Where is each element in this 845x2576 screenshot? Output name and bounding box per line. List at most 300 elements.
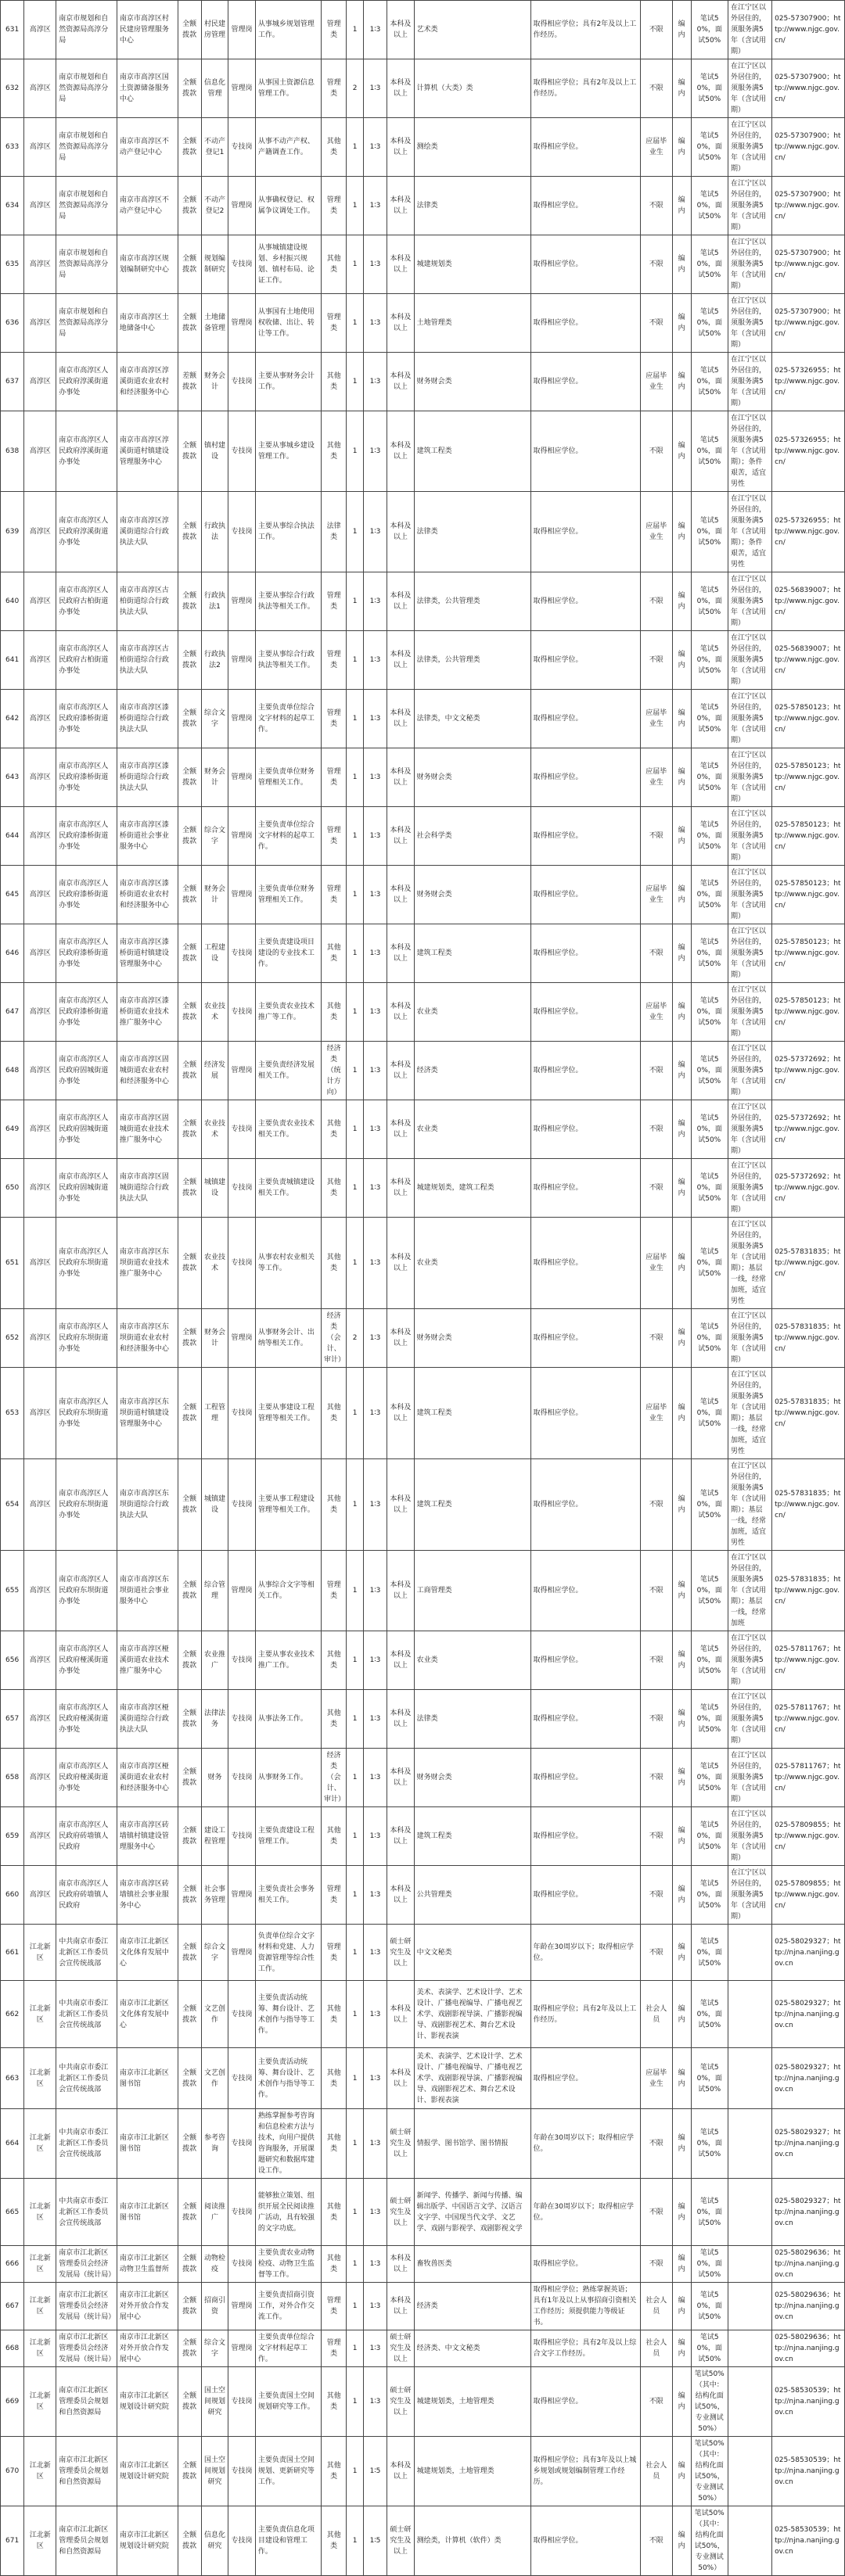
duty-cell: 主要负责农业技术推广等工作。 — [255, 983, 321, 1042]
position-name-cell: 不动产登记1 — [201, 118, 228, 177]
education-cell: 硕士研究生及以上 — [387, 1925, 415, 1981]
major-cell: 城建规划类，建筑工程类 — [414, 1159, 530, 1218]
category-cell: 其他类 — [321, 1159, 346, 1218]
contact-cell: 025-57811767；http://www.njgc.gov.cn/ — [772, 1631, 845, 1690]
table-row — [1, 1749, 845, 1807]
district-cell: 江北新区 — [24, 2246, 56, 2283]
unit-type-cell: 全额拨款 — [178, 2330, 201, 2367]
table-row — [1, 492, 845, 572]
major-cell: 社会科学类 — [414, 807, 530, 866]
duty-cell: 主要负责国土空间规划研究等工作。 — [255, 2367, 321, 2437]
row-number: 638 — [1, 411, 24, 492]
duty-cell: 主要负责单位综合文字材料起草工作。 — [255, 2330, 321, 2367]
row-number: 645 — [1, 866, 24, 924]
position-name-cell: 综合文字 — [201, 807, 228, 866]
quantity-cell: 1 — [347, 807, 364, 866]
table-row — [1, 1042, 845, 1100]
position-type-cell: 管理岗 — [228, 59, 256, 118]
unit-type-cell: 全额拨款 — [178, 1866, 201, 1925]
major-cell: 畜牧兽医类 — [414, 2246, 530, 2283]
notes-cell: 在江宁区以外居住的，须服务满5年（含试用期） — [728, 1807, 771, 1866]
row-number: 647 — [1, 983, 24, 1042]
position-name-cell: 建设工程管理 — [201, 1807, 228, 1866]
education-cell: 本科及以上 — [387, 748, 415, 807]
exam-method-cell: 笔试50%，面试50% — [691, 1, 728, 59]
unit-type-cell: 全额拨款 — [178, 2109, 201, 2179]
staffing-cell: 编内 — [672, 631, 691, 690]
unit-cell: 南京市江北新区对外开放合作发展中心 — [117, 2330, 178, 2367]
exam-method-cell: 笔试50%，面试50% — [691, 2179, 728, 2246]
education-cell: 硕士研究生及以上 — [387, 2330, 415, 2367]
district-cell: 高淳区 — [24, 1866, 56, 1925]
table-row — [1, 235, 845, 294]
candidate-source-cell: 应届毕业生 — [640, 1218, 672, 1309]
district-cell: 高淳区 — [24, 1042, 56, 1100]
quantity-cell: 1 — [347, 2179, 364, 2246]
ratio-cell: 1∶3 — [363, 1807, 387, 1866]
staffing-cell: 编内 — [672, 1309, 691, 1368]
unit-cell: 南京市江北新区图书馆 — [117, 2048, 178, 2109]
category-cell: 管理类 — [321, 1925, 346, 1981]
notes-cell: 在江宁区以外居住的，须服务满5年（含试用期） — [728, 1159, 771, 1218]
education-cell: 本科及以上 — [387, 1749, 415, 1807]
district-cell: 高淳区 — [24, 1459, 56, 1551]
quantity-cell: 1 — [347, 690, 364, 748]
other-requirements-cell: 取得相应学位。 — [530, 492, 640, 572]
exam-method-cell: 笔试50%，面试50% — [691, 2283, 728, 2330]
ratio-cell: 1∶3 — [363, 983, 387, 1042]
exam-method-cell: 笔试50%，面试50% — [691, 411, 728, 492]
contact-cell: 025-57307900；http://www.njgc.gov.cn/ — [772, 177, 845, 235]
staffing-cell: 编内 — [672, 2506, 691, 2576]
candidate-source-cell: 应届毕业生 — [640, 866, 672, 924]
row-number: 670 — [1, 2437, 24, 2506]
major-cell: 城建规划类，土地管理类 — [414, 2367, 530, 2437]
unit-cell: 南京市江北新区文化体育发展中心 — [117, 1925, 178, 1981]
ratio-cell: 1∶3 — [363, 411, 387, 492]
unit-cell: 南京市高淳区国土资源储备服务中心 — [117, 59, 178, 118]
position-type-cell: 专技岗 — [228, 492, 256, 572]
other-requirements-cell: 取得相应学位。 — [530, 1459, 640, 1551]
department-cell: 南京市规划和自然资源局高淳分局 — [56, 177, 117, 235]
contact-cell: 025-57307900；http://www.njgc.gov.cn/ — [772, 59, 845, 118]
education-cell: 本科及以上 — [387, 235, 415, 294]
contact-cell: 025-58029327；http://njna.nanjing.gov.cn — [772, 2109, 845, 2179]
quantity-cell: 1 — [347, 2246, 364, 2283]
unit-type-cell: 全额拨款 — [178, 807, 201, 866]
unit-type-cell: 全额拨款 — [178, 2437, 201, 2506]
department-cell: 中共南京市委江北新区工作委员会宣传统战部 — [56, 2048, 117, 2109]
department-cell: 中共南京市委江北新区工作委员会宣传统战部 — [56, 1981, 117, 2048]
position-name-cell: 农业技术 — [201, 1218, 228, 1309]
candidate-source-cell: 不限 — [640, 924, 672, 983]
major-cell: 法律类，中文文秘类 — [414, 690, 530, 748]
staffing-cell: 编内 — [672, 807, 691, 866]
position-type-cell: 管理岗 — [228, 1866, 256, 1925]
department-cell: 南京市规划和自然资源局高淳分局 — [56, 1, 117, 59]
exam-method-cell: 笔试50%，面试50% — [691, 924, 728, 983]
district-cell: 高淳区 — [24, 1218, 56, 1309]
position-type-cell: 管理岗 — [228, 2330, 256, 2367]
contact-cell: 025-58029636；http://njna.nanjing.gov.cn — [772, 2246, 845, 2283]
unit-type-cell: 全额拨款 — [178, 1690, 201, 1749]
category-cell: 其他类 — [321, 1100, 346, 1159]
table-row — [1, 2283, 845, 2330]
education-cell: 本科及以上 — [387, 2048, 415, 2109]
duty-cell: 主要从事建设工程管理等相关工作。 — [255, 1368, 321, 1459]
unit-cell: 南京市高淳区漆桥街道农业技术推广服务中心 — [117, 983, 178, 1042]
staffing-cell: 编内 — [672, 1749, 691, 1807]
candidate-source-cell: 社会人员 — [640, 1981, 672, 2048]
exam-method-cell: 笔试50%，面试50% — [691, 983, 728, 1042]
district-cell: 江北新区 — [24, 2437, 56, 2506]
major-cell: 经济类、中文文秘类 — [414, 2330, 530, 2367]
district-cell: 高淳区 — [24, 1159, 56, 1218]
position-type-cell: 管理岗 — [228, 1, 256, 59]
other-requirements-cell: 取得相应学位。 — [530, 353, 640, 411]
position-name-cell: 财务会计 — [201, 748, 228, 807]
contact-cell: 025-58029327；http://njna.nanjing.gov.cn — [772, 1925, 845, 1981]
table-row — [1, 690, 845, 748]
major-cell: 建筑工程类 — [414, 1368, 530, 1459]
table-row — [1, 1, 845, 59]
position-name-cell: 行政执法2 — [201, 631, 228, 690]
district-cell: 高淳区 — [24, 59, 56, 118]
other-requirements-cell: 年龄在30周岁以下；取得相应学位。 — [530, 2179, 640, 2246]
staffing-cell: 编内 — [672, 924, 691, 983]
unit-cell: 南京市高淳区固城街道综合行政执法大队 — [117, 1159, 178, 1218]
major-cell: 农业类 — [414, 1100, 530, 1159]
category-cell: 管理类 — [321, 631, 346, 690]
contact-cell: 025-57809855；http://www.njgc.gov.cn/ — [772, 1866, 845, 1925]
contact-cell: 025-58029327；http://njna.nanjing.gov.cn — [772, 2179, 845, 2246]
quantity-cell: 1 — [347, 1925, 364, 1981]
unit-type-cell: 全额拨款 — [178, 1925, 201, 1981]
ratio-cell: 1∶3 — [363, 1042, 387, 1100]
ratio-cell: 1∶3 — [363, 1309, 387, 1368]
department-cell: 南京市高淳区人民政府桠溪街道办事处 — [56, 1690, 117, 1749]
major-cell: 工商管理类 — [414, 1551, 530, 1631]
staffing-cell: 编内 — [672, 1042, 691, 1100]
duty-cell: 从事确权登记、权属争议调处工作。 — [255, 177, 321, 235]
other-requirements-cell: 取得相应学位。 — [530, 690, 640, 748]
duty-cell: 主要负责建设项目建设的专业技术工作。 — [255, 924, 321, 983]
unit-type-cell: 全额拨款 — [178, 1459, 201, 1551]
row-number: 641 — [1, 631, 24, 690]
position-type-cell: 管理岗 — [228, 866, 256, 924]
quantity-cell: 1 — [347, 1100, 364, 1159]
district-cell: 高淳区 — [24, 924, 56, 983]
unit-cell: 南京市高淳区东坝街道村镇建设管理服务中心 — [117, 1368, 178, 1459]
quantity-cell: 1 — [347, 1368, 364, 1459]
other-requirements-cell: 取得相应学位。 — [530, 1551, 640, 1631]
major-cell: 测绘类，计算机（软件）类 — [414, 2506, 530, 2576]
row-number: 659 — [1, 1807, 24, 1866]
table-row — [1, 1690, 845, 1749]
category-cell: 经济类（统计方向） — [321, 1042, 346, 1100]
position-type-cell: 管理岗 — [228, 748, 256, 807]
notes-cell: 在江宁区以外居住的，须服务满5年（含试用期） — [728, 572, 771, 631]
quantity-cell: 1 — [347, 572, 364, 631]
district-cell: 高淳区 — [24, 1309, 56, 1368]
district-cell: 高淳区 — [24, 1, 56, 59]
notes-cell: 在江宁区以外居住的，须服务满5年（含试用期）；基层一线，经常加班，适宜男性 — [728, 1218, 771, 1309]
notes-cell: 在江宁区以外居住的，须服务满5年（含试用期） — [728, 177, 771, 235]
quantity-cell: 1 — [347, 2330, 364, 2367]
position-name-cell: 村民建房管理 — [201, 1, 228, 59]
staffing-cell: 编内 — [672, 572, 691, 631]
other-requirements-cell: 取得相应学位。 — [530, 1218, 640, 1309]
duty-cell: 主要负责信息化项目建设和管理工作。 — [255, 2506, 321, 2576]
position-name-cell: 城镇建设 — [201, 1459, 228, 1551]
category-cell: 管理类 — [321, 1866, 346, 1925]
other-requirements-cell: 取得相应学位。 — [530, 177, 640, 235]
unit-type-cell: 全额拨款 — [178, 866, 201, 924]
district-cell: 江北新区 — [24, 1981, 56, 2048]
candidate-source-cell: 不限 — [640, 2246, 672, 2283]
quantity-cell: 1 — [347, 1866, 364, 1925]
unit-type-cell: 全额拨款 — [178, 177, 201, 235]
candidate-source-cell: 应届毕业生 — [640, 492, 672, 572]
department-cell: 南京市江北新区管理委员会经济发展局（统计局） — [56, 2283, 117, 2330]
ratio-cell: 1∶3 — [363, 294, 387, 353]
table-row — [1, 2109, 845, 2179]
duty-cell: 主要负责社会事务相关工作。 — [255, 1866, 321, 1925]
position-type-cell: 专技岗 — [228, 2506, 256, 2576]
duty-cell: 从事国土资源信息管理工作。 — [255, 59, 321, 118]
staffing-cell: 编内 — [672, 2179, 691, 2246]
department-cell: 南京市江北新区管理委员会规划和自然资源局 — [56, 2506, 117, 2576]
quantity-cell: 1 — [347, 294, 364, 353]
unit-cell: 南京市高淳区漆桥街道村镇建设管理服务中心 — [117, 924, 178, 983]
contact-cell: 025-56839007；http://www.njgc.gov.cn/ — [772, 572, 845, 631]
position-type-cell: 管理岗 — [228, 690, 256, 748]
contact-cell: 025-57850123；http://www.njgc.gov.cn/ — [772, 866, 845, 924]
table-row — [1, 2367, 845, 2437]
unit-cell: 南京市高淳区土地储备中心 — [117, 294, 178, 353]
quantity-cell: 1 — [347, 1690, 364, 1749]
position-type-cell: 专技岗 — [228, 924, 256, 983]
unit-type-cell: 全额拨款 — [178, 690, 201, 748]
ratio-cell: 1∶3 — [363, 2283, 387, 2330]
table-row — [1, 2048, 845, 2109]
unit-cell: 南京市高淳区东坝街道社会事业服务中心 — [117, 1551, 178, 1631]
unit-cell: 南京市高淳区不动产登记中心 — [117, 177, 178, 235]
candidate-source-cell: 不限 — [640, 1309, 672, 1368]
department-cell: 南京市高淳区人民政府古柏街道办事处 — [56, 572, 117, 631]
department-cell: 南京市高淳区人民政府淳溪街道办事处 — [56, 411, 117, 492]
category-cell: 管理类 — [321, 2330, 346, 2367]
exam-method-cell: 笔试50%，面试50% — [691, 294, 728, 353]
unit-cell: 南京市江北新区文化体育发展中心 — [117, 1981, 178, 2048]
unit-cell: 南京市高淳区不动产登记中心 — [117, 118, 178, 177]
major-cell: 法律类 — [414, 1690, 530, 1749]
other-requirements-cell: 取得相应学位。 — [530, 235, 640, 294]
unit-cell: 南京市高淳区古柏街道综合行政执法大队 — [117, 631, 178, 690]
ratio-cell: 1∶3 — [363, 866, 387, 924]
major-cell: 美术、表演学、艺术设计学、艺术设计、广播电视编导、广播电视艺术学、戏剧影视导演、广播影视编导、戏剧影视艺术、舞台艺术设计、影视表演 — [414, 2048, 530, 2109]
contact-cell: 025-58029636；http://njna.nanjing.gov.cn — [772, 2330, 845, 2367]
quantity-cell: 1 — [347, 235, 364, 294]
position-name-cell: 国土空间规划研究 — [201, 2437, 228, 2506]
unit-cell: 南京市高淳区村民建房管理服务中心 — [117, 1, 178, 59]
ratio-cell: 1∶3 — [363, 59, 387, 118]
position-name-cell: 国土空间规划研究 — [201, 2367, 228, 2437]
education-cell: 本科及以上 — [387, 1368, 415, 1459]
category-cell: 其他类 — [321, 2048, 346, 2109]
unit-cell: 南京市高淳区淳溪街道综合行政执法大队 — [117, 492, 178, 572]
notes-cell: 在江宁区以外居住的，须服务满5年（含试用期） — [728, 924, 771, 983]
contact-cell: 025-57831835；http://www.njgc.gov.cn/ — [772, 1368, 845, 1459]
exam-method-cell: 笔试50%，面试50% — [691, 353, 728, 411]
department-cell: 南京市高淳区人民政府东坝街道办事处 — [56, 1459, 117, 1551]
category-cell: 其他类 — [321, 411, 346, 492]
other-requirements-cell: 取得相应学位；具有2年及以上工作经历。 — [530, 1981, 640, 2048]
unit-type-cell: 全额拨款 — [178, 2283, 201, 2330]
category-cell: 管理类 — [321, 59, 346, 118]
row-number: 669 — [1, 2367, 24, 2437]
unit-type-cell: 全额拨款 — [178, 572, 201, 631]
position-name-cell: 财务会计 — [201, 866, 228, 924]
staffing-cell: 编内 — [672, 748, 691, 807]
other-requirements-cell: 取得相应学位。 — [530, 2048, 640, 2109]
duty-cell: 主要从事城乡建设管理工作。 — [255, 411, 321, 492]
table-row — [1, 1807, 845, 1866]
category-cell: 其他类 — [321, 2367, 346, 2437]
department-cell: 南京市高淳区人民政府淳溪街道办事处 — [56, 492, 117, 572]
district-cell: 高淳区 — [24, 748, 56, 807]
duty-cell: 从事不动产产权、产籍调查工作。 — [255, 118, 321, 177]
position-name-cell: 财务会计 — [201, 353, 228, 411]
education-cell: 本科及以上 — [387, 1159, 415, 1218]
notes-cell: 在江宁区以外居住的，须服务满5年（含试用期） — [728, 1690, 771, 1749]
quantity-cell: 1 — [347, 1, 364, 59]
position-type-cell: 专技岗 — [228, 1368, 256, 1459]
staffing-cell: 编内 — [672, 59, 691, 118]
quantity-cell: 1 — [347, 1631, 364, 1690]
ratio-cell: 1∶3 — [363, 2246, 387, 2283]
district-cell: 江北新区 — [24, 2506, 56, 2576]
ratio-cell: 1∶3 — [363, 690, 387, 748]
other-requirements-cell: 取得相应学位。 — [530, 866, 640, 924]
unit-type-cell: 全额拨款 — [178, 1551, 201, 1631]
department-cell: 南京市高淳区人民政府漆桥街道办事处 — [56, 748, 117, 807]
unit-cell: 南京市高淳区固城街道农业技术推广服务中心 — [117, 1100, 178, 1159]
staffing-cell: 编内 — [672, 177, 691, 235]
contact-cell: 025-57326955；http://www.njgc.gov.cn/ — [772, 492, 845, 572]
notes-cell: 在江宁区以外居住的，须服务满5年（含试用期） — [728, 1866, 771, 1925]
table-row — [1, 1309, 845, 1368]
table-row — [1, 353, 845, 411]
other-requirements-cell: 取得相应学位。 — [530, 2246, 640, 2283]
candidate-source-cell: 不限 — [640, 1159, 672, 1218]
category-cell: 管理类 — [321, 1, 346, 59]
table-row — [1, 1368, 845, 1459]
duty-cell: 主要负责建设工程管理工作。 — [255, 1807, 321, 1866]
duty-cell: 主要负责经济发展相关工作。 — [255, 1042, 321, 1100]
duty-cell: 熟练掌握参考咨询和信息检索方法与技术，向用户提供咨询服务，开展课题研究和数据库建设工作。 — [255, 2109, 321, 2179]
exam-method-cell: 笔试50%，面试50% — [691, 1218, 728, 1309]
unit-type-cell: 全额拨款 — [178, 2048, 201, 2109]
department-cell: 南京市高淳区人民政府漆桥街道办事处 — [56, 983, 117, 1042]
other-requirements-cell: 取得相应学位；熟练掌握英语；具有1年及以上从事招商引资相关工作经历；须提供能力等级证书。 — [530, 2283, 640, 2330]
candidate-source-cell: 不限 — [640, 1551, 672, 1631]
district-cell: 高淳区 — [24, 411, 56, 492]
department-cell: 南京市高淳区人民政府东坝街道办事处 — [56, 1309, 117, 1368]
education-cell: 本科及以上 — [387, 866, 415, 924]
category-cell: 其他类 — [321, 2246, 346, 2283]
contact-cell: 025-57831835；http://www.njgc.gov.cn/ — [772, 1551, 845, 1631]
ratio-cell: 1∶3 — [363, 1981, 387, 2048]
district-cell: 高淳区 — [24, 631, 56, 690]
category-cell: 其他类 — [321, 2109, 346, 2179]
position-name-cell: 农业技术 — [201, 1100, 228, 1159]
notes-cell: 在江宁区以外居住的，须服务满5年（含试用期） — [728, 1100, 771, 1159]
other-requirements-cell: 取得相应学位。 — [530, 631, 640, 690]
exam-method-cell: 笔试50%，面试50% — [691, 1459, 728, 1551]
unit-cell: 南京市高淳区漆桥街道综合行政执法大队 — [117, 690, 178, 748]
category-cell: 管理类 — [321, 1551, 346, 1631]
candidate-source-cell: 不限 — [640, 2179, 672, 2246]
exam-method-cell: 笔试50%，面试50% — [691, 1042, 728, 1100]
ratio-cell: 1∶3 — [363, 1218, 387, 1309]
position-name-cell: 农业推广 — [201, 1631, 228, 1690]
row-number: 657 — [1, 1690, 24, 1749]
quantity-cell: 1 — [347, 983, 364, 1042]
duty-cell: 从事财务工作。 — [255, 1749, 321, 1807]
row-number: 666 — [1, 2246, 24, 2283]
other-requirements-cell: 取得相应学位。 — [530, 1866, 640, 1925]
unit-cell: 南京市江北新区规划设计研究院 — [117, 2367, 178, 2437]
row-number: 643 — [1, 748, 24, 807]
department-cell: 南京市规划和自然资源局高淳分局 — [56, 235, 117, 294]
position-type-cell: 专技岗 — [228, 2179, 256, 2246]
notes-cell — [728, 1925, 771, 1981]
district-cell: 高淳区 — [24, 1551, 56, 1631]
duty-cell: 主要从事工程建设管理等相关工作。 — [255, 1459, 321, 1551]
table-row — [1, 2246, 845, 2283]
row-number: 663 — [1, 2048, 24, 2109]
department-cell: 南京市高淳区人民政府砖墙镇人民政府 — [56, 1866, 117, 1925]
district-cell: 高淳区 — [24, 866, 56, 924]
category-cell: 经济类（会计、审计） — [321, 1749, 346, 1807]
unit-type-cell: 全额拨款 — [178, 748, 201, 807]
contact-cell: 025-58029636；http://njna.nanjing.gov.cn — [772, 2283, 845, 2330]
major-cell: 建筑工程类 — [414, 924, 530, 983]
duty-cell: 主要从事综合行政执法等相关工作。 — [255, 631, 321, 690]
major-cell: 财务财会类 — [414, 1309, 530, 1368]
district-cell: 高淳区 — [24, 1631, 56, 1690]
exam-method-cell: 笔试50%，面试50% — [691, 572, 728, 631]
row-number: 650 — [1, 1159, 24, 1218]
category-cell: 其他类 — [321, 924, 346, 983]
exam-method-cell: 笔试50%，面试50% — [691, 1981, 728, 2048]
district-cell: 高淳区 — [24, 807, 56, 866]
unit-type-cell: 全额拨款 — [178, 1631, 201, 1690]
quantity-cell: 1 — [347, 631, 364, 690]
position-name-cell: 财务会计 — [201, 1309, 228, 1368]
row-number: 651 — [1, 1218, 24, 1309]
major-cell: 财务财会类 — [414, 748, 530, 807]
notes-cell — [728, 2179, 771, 2246]
notes-cell: 在江宁区以外居住的，须服务满5年（含试用期） — [728, 983, 771, 1042]
quantity-cell: 1 — [347, 748, 364, 807]
major-cell: 土地管理类 — [414, 294, 530, 353]
education-cell: 硕士研究生及以上 — [387, 2367, 415, 2437]
unit-cell: 南京市高淳区固城街道农业农村和经济服务中心 — [117, 1042, 178, 1100]
category-cell: 其他类 — [321, 235, 346, 294]
major-cell: 财务财会类 — [414, 866, 530, 924]
